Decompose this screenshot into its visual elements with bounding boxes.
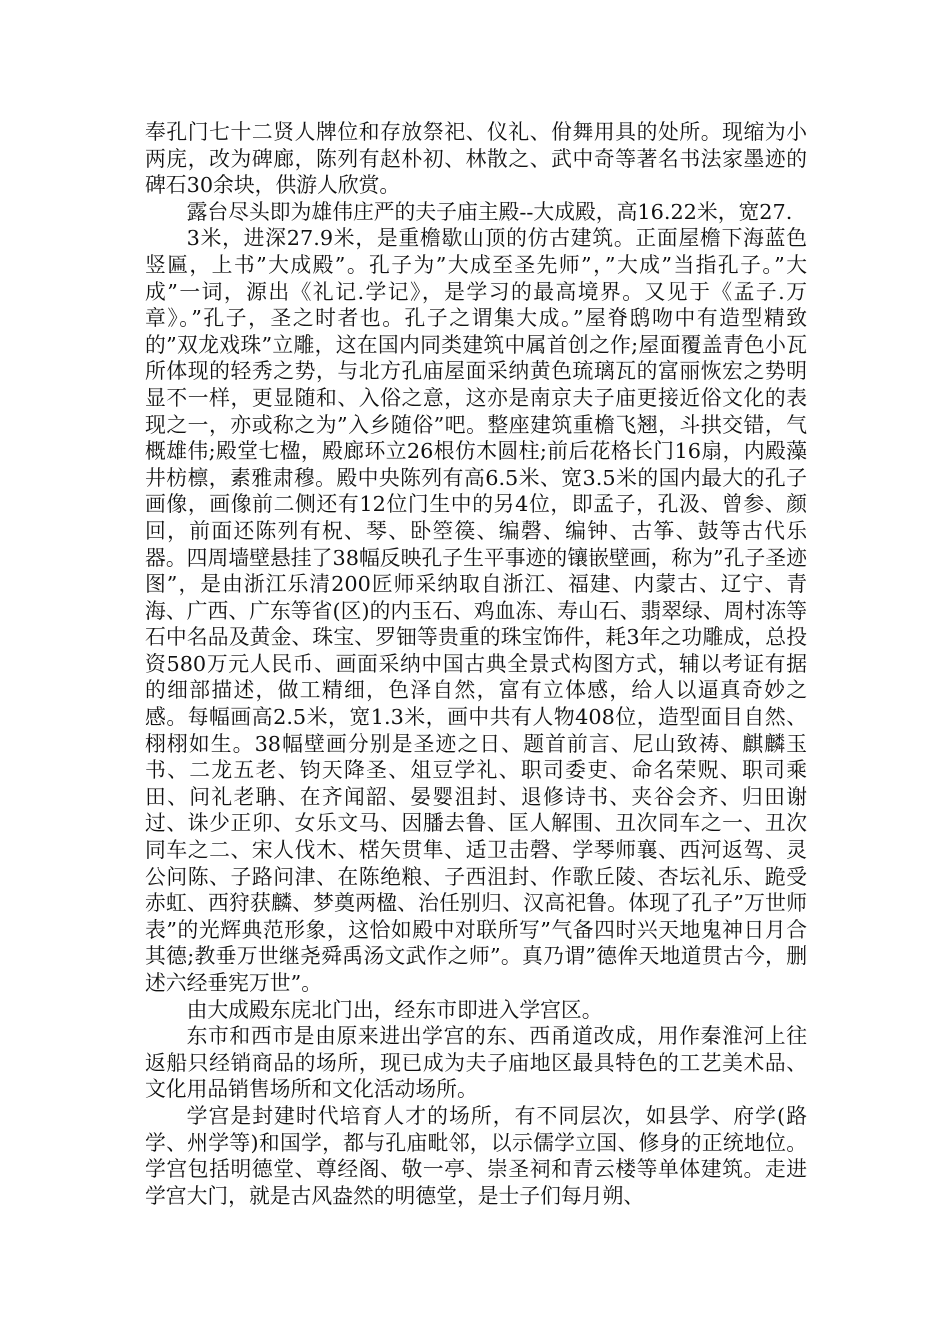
article-body [145, 119, 807, 1209]
paragraph-6: 学宫是封建时代培育人才的场所，有不同层次，如县学、府学(路学、州学等)和国学，都与孔庙毗邻，以示儒学立国、修身的正统地位。学宫包括明德堂、尊经阁、敬一亭、崇圣祠和青云楼等单体建筑。走进学宫大门，就是古风盎然的明德堂，是士子们每月朔、 [145, 1103, 807, 1208]
paragraph-5: 东市和西市是由原来进出学宫的东、西甬道改成，用作秦淮河上往返船只经销商品的场所，现已成为夫子庙地区最具特色的工艺美术品、文化用品销售场所和文化活动场所。 [145, 1024, 807, 1102]
paragraph-4: 由大成殿东庑北门出，经东市即进入学宫区。 [186, 997, 603, 1022]
paragraph-2: 露台尽头即为雄伟庄严的夫子庙主殿--大成殿，高16.22米，宽27. [186, 199, 793, 224]
paragraph-3: 3米，进深27.9米，是重檐歇山顶的仿古建筑。正面屋檐下海蓝色竖匾，上书”大成殿”。孔子为”大成至圣先师”，”大成”当指孔子。”大成”一词，源出《礼记.学记》，是学习的最高境界。又见于《孟子.万章》。”孔子，圣之时者也。孔子之谓集大成。”屋脊鸱吻中有造型精致的”双龙戏珠”立雕，这在国内同类建筑中属首创之作;屋面覆盖青色小瓦所体现的轻秀之势，与北方孔庙屋面采纳黄色琉璃瓦的富丽恢宏之势明显不一样，更显随和、入俗之意，这亦是南京夫子庙更接近俗文化的表现之一，亦或称之为”入乡随俗”吧。整座建筑重檐飞翘，斗拱交错，气概雄伟;殿堂七楹，殿廊环立26根仿木圆柱;前后花格长门16扇，内殿藻井枋檩，素雅肃穆。殿中央陈列有高6.5米、宽3.5米的国内最大的孔子画像，画像前二侧还有12位门生中的另4位，即孟子，孔汲、曾参、颜回，前面还陈列有柷、琴、卧箜篌、编磬、编钟、古筝、鼓等古代乐器。四周墙壁悬挂了38幅反映孔子生平事迹的镶嵌壁画，称为”孔子圣迹图”，是由浙江乐清200匠师采纳取自浙江、福建、内蒙古、辽宁、青海、广西、广东等省(区)的内玉石、鸡血冻、寿山石、翡翠绿、周村冻等石中名品及黄金、珠宝、罗钿等贵重的珠宝饰件，耗3年之功雕成，总投资580万元人民币、画面采纳中国古典全景式构图方式，辅以考证有据的细部描述，做工精细，色泽自然，富有立体感，给人以逼真奇妙之感。每幅画高2.5米，宽1.3米，画中共有人物408位，造型面目自然、栩栩如生。38幅壁画分别是圣迹之日、题首前言、尼山致祷、麒麟玉书、二龙五老、钧天降圣、俎豆学礼、职司委吏、命名荣贶、职司乘田、问礼老聃、在齐闻韶、晏婴沮封、退修诗书、夹谷会齐、归田谢过、诛少正卯、女乐文马、因膰去鲁、匡人解围、丑次同车之一、丑次同车之二、宋人伐木、楛矢贯隼、适卫击磬、学琴师襄、西河返驾、灵公问陈、子路问津、在陈绝粮、子西沮封、作歌丘陵、杏坛礼乐、跪受赤虹、西狩获麟、梦奠两楹、治任别归、汉高祀鲁。体现了孔子”万世师表”的光辉典范形象，这恰如殿中对联所写”气备四时兴天地鬼神日月合其德;教垂万世继尧舜禹汤文武作之师”。真乃谓”德侔天地道贯古今，删述六经垂宪万世”。 [145, 226, 807, 995]
paragraph-1: 奉孔门七十二贤人牌位和存放祭祀、仪礼、佾舞用具的处所。现缩为小两庑，改为碑廊，陈列有赵朴初、林散之、武中奇等著名书法家墨迹的碑石30余块，供游人欣赏。 [145, 120, 807, 198]
